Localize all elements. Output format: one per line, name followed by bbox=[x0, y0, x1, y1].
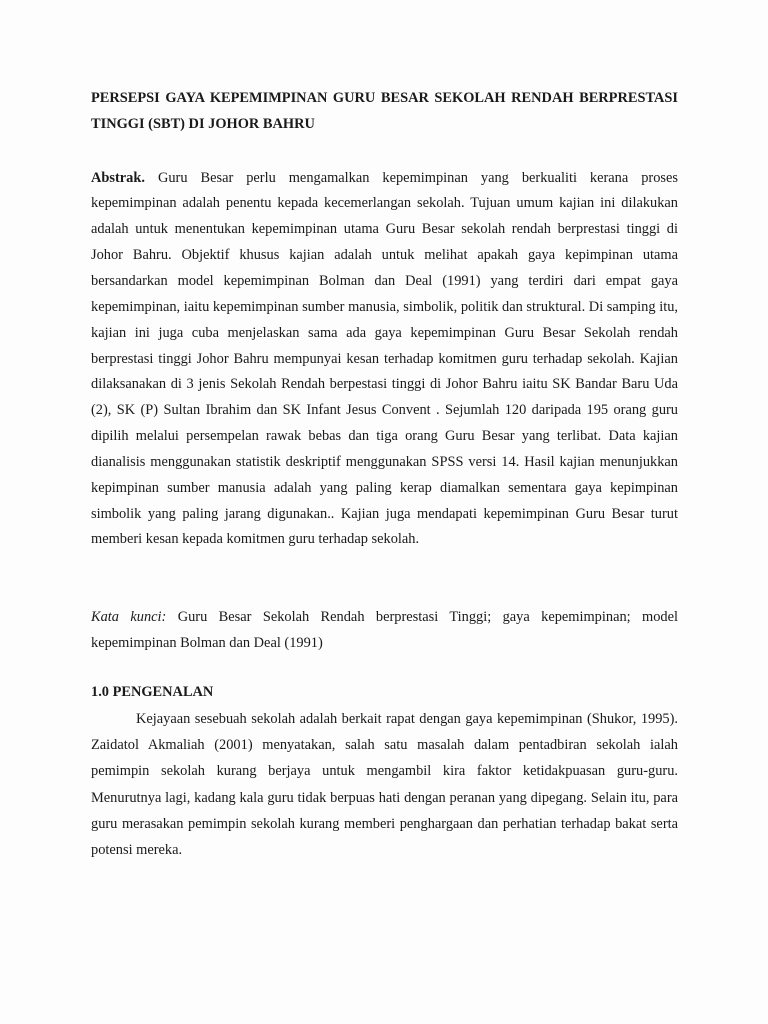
keywords-text: Guru Besar Sekolah Rendah berprestasi Tinggi; gaya kepemimpinan; model kepemimpinan Bolman dan Deal (1991) bbox=[91, 609, 678, 652]
abstract-label: Abstrak. bbox=[91, 169, 145, 186]
document-content bbox=[91, 86, 678, 863]
section-body-paragraph: Kejayaan sesebuah sekolah adalah berkait rapat dengan gaya kepemimpinan (Shukor, 1995). Zaidatol Akmaliah (2001) menyatakan, salah satu masalah dalam pentadbiran sekolah ialah pemimpin sekolah kurang berjaya untuk mengambil kira faktor ketidakpuasan guru-guru. Menurutnya lagi, kadang kala guru tidak berpuas hati dengan peranan yang dipegang. Selain itu, para guru merasakan pemimpin sekolah kurang memberi penghargaan dan perhatian terhadap bakat serta potensi mereka. bbox=[91, 710, 678, 859]
section-heading: 1.0 PENGENALAN bbox=[91, 683, 214, 700]
abstract-text: Guru Besar perlu mengamalkan kepemimpinan yang berkualiti kerana proses kepemimpinan adalah penentu kepada kecemerlangan sekolah. Tujuan umum kajian ini dilakukan adalah untuk menentukan kepemimpinan utama Guru Besar sekolah rendah berprestasi tinggi di Johor Bahru. Objektif khusus kajian adalah untuk melihat apakah gaya kepimpinan utama bersandarkan model kepemimpinan Bolman dan Deal (1991) yang terdiri dari empat gaya kepemimpinan, iaitu kepemimpinan sumber manusia, simbolik, politik dan struktural. Di samping itu, kajian ini juga cuba menjelaskan sama ada gaya kepemimpinan Guru Besar Sekolah rendah berprestasi tinggi Johor Bahru mempunyai kesan terhadap komitmen guru terhadap sekolah. Kajian dilaksanakan di 3 jenis Sekolah Rendah berpestasi tinggi di Johor Bahru iaitu SK Bandar Baru Uda (2), SK (P) Sultan Ibrahim dan SK Infant Jesus Convent . Sejumlah 120 daripada 195 orang guru dipilih melalui persempelan rawak bebas dan tiga orang Guru Besar yang terlibat. Data kajian dianalisis menggunakan statistik deskriptif menggunakan SPSS versi 14. Hasil kajian menunjukkan kepimpinan sumber manusia adalah yang paling kerap diamalkan sementara gaya kepimpinan simbolik yang paling jarang digunakan.. Kajian juga mendapati kepemimpinan Guru Besar turut memberi kesan kepada komitmen guru terhadap sekolah. bbox=[91, 169, 678, 548]
keywords-label: Kata kunci: bbox=[91, 609, 167, 626]
paper-title: PERSEPSI GAYA KEPEMIMPINAN GURU BESAR SEKOLAH RENDAH BERPRESTASI TINGGI (SBT) DI JOHOR BAHRU bbox=[91, 90, 678, 132]
keywords-paragraph bbox=[91, 605, 678, 657]
abstract-paragraph bbox=[91, 166, 678, 554]
